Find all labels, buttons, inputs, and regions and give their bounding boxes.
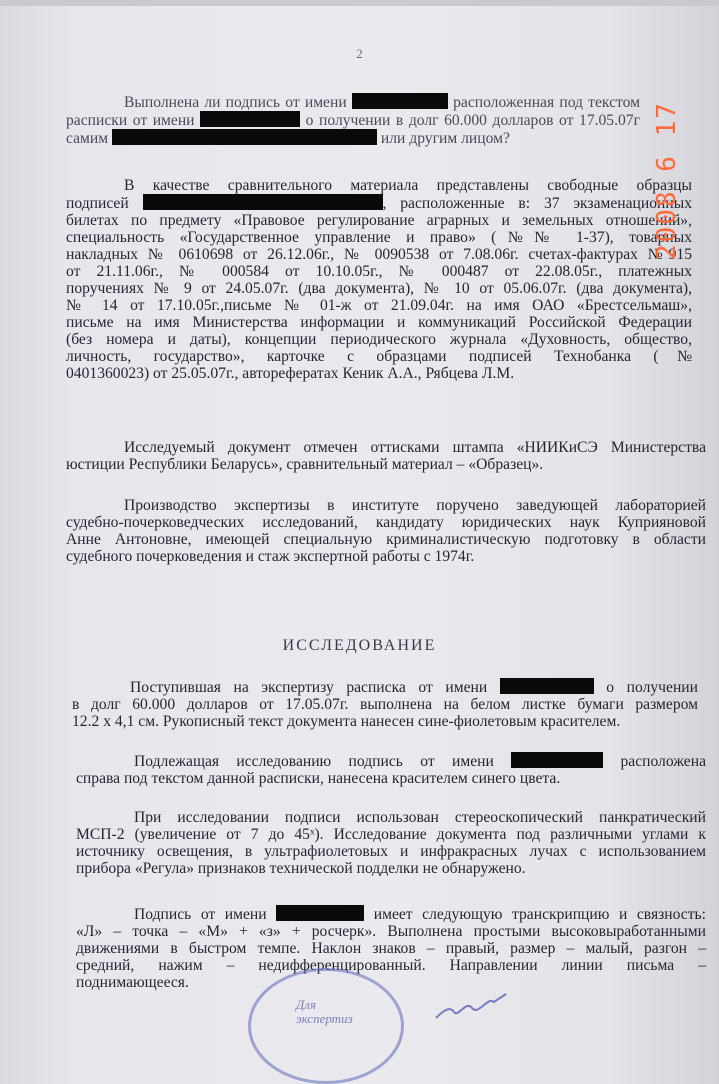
text-line: 12.2 х 4,1 см. Рукописный текст документа нанесен сине-фиолетовым красителем. — [72, 713, 621, 730]
text-segment: , расположенные в: 37 экзаменационных — [382, 195, 693, 212]
camera-date-stamp: 2008 6 17 — [652, 101, 682, 260]
text-line: Исследуемый документ отмечен оттисками штампа «НИИКиСЭ Министерства — [124, 439, 706, 456]
text-line: Производство экспертизы в институте поручено заведующей лабораторией — [124, 497, 706, 514]
text-segment: подписей — [66, 195, 143, 212]
text-segment: Подлежащая исследованию подпись от имени — [134, 753, 512, 770]
text-line — [66, 194, 692, 212]
text-line: (без номера и даты), концепции периодического журнала «Духовность, общество, — [66, 331, 692, 348]
redaction-block — [143, 194, 383, 210]
text-line — [66, 111, 640, 129]
expert-assignment-paragraph — [66, 497, 706, 565]
question-paragraph — [66, 93, 640, 147]
page-number: 2 — [356, 46, 363, 61]
text-line: в долг 60.000 долларов от 17.05.07г. выполнена на белом листке бумаги размером — [72, 696, 698, 713]
text-segment: расписки от имени — [66, 112, 201, 129]
text-line — [66, 93, 640, 111]
text-line: юстиции Республики Беларусь», сравнительный материал – «Образец». — [66, 456, 544, 473]
text-line: билетах по предмету «Правовое регулирование аграрных и земельных отношений», — [66, 212, 692, 229]
text-line: накладных № 0610698 от 26.12.06г., № 0090538 от 7.08.06г. счетах-фактурах №915 — [66, 246, 692, 263]
examination-method-paragraph — [76, 809, 706, 877]
redaction-block — [511, 752, 603, 768]
text-line: «Л» – точка – «М» + «з» + росчерк». Выполнена простыми высоковыработанными — [76, 923, 706, 940]
text-line: При исследовании подписи использован стереоскопический панкратический — [134, 809, 706, 826]
seal-text-line: экспертиз — [296, 1011, 353, 1026]
text-line: поднимающееся. — [76, 974, 189, 991]
text-segment: Подпись от имени — [134, 906, 277, 923]
text-line: Анне Антоновне, имеющей специальную криминалистическую подготовку в области — [66, 531, 706, 548]
redaction-block — [500, 678, 594, 694]
handwritten-signature — [432, 992, 512, 1022]
text-line: судебно-почерковедческих исследований, кандидату юридических наук Куприяновой — [66, 514, 706, 531]
text-line — [76, 905, 706, 923]
text-segment: самим — [66, 130, 113, 147]
text-line: судебного почерковедения и стаж экспертной работы с 1974г. — [66, 548, 475, 565]
text-line — [72, 678, 698, 696]
seal-stamp-text — [296, 998, 353, 1026]
text-line: В качестве сравнительного материала представлены свободные образцы — [124, 177, 692, 194]
text-line: письме на имя Министерства информации и коммуникаций Российской Федерации — [66, 314, 692, 331]
redaction-block — [276, 905, 364, 921]
text-line: специальность «Государственное управление и право» (№№ 1-37), товарных — [66, 229, 692, 246]
comparison-material-paragraph — [66, 177, 692, 382]
text-segment: или другим лицом? — [377, 130, 510, 147]
text-line: движениями в быстром темпе. Наклон знаков – правый, размер – малый, разгон – — [76, 940, 706, 957]
text-line — [66, 129, 640, 147]
text-line: источнику освещения, в ультрафиолетовых и инфракрасных лучах с использованием — [76, 843, 706, 860]
text-line: прибора «Регула» признаков технической подделки не обнаружено. — [76, 860, 526, 877]
signature-analysis-paragraph — [76, 905, 706, 991]
signature-location-paragraph — [76, 752, 706, 787]
text-line: личность, государство», карточке с образцами подписей Технобанка (№ — [66, 348, 692, 365]
redaction-block — [200, 111, 300, 127]
stamp-note-paragraph — [66, 439, 706, 473]
text-segment: о получении в долг 60.000 долларов от 17.05.07г — [300, 112, 640, 129]
seal-text-line: Для — [296, 997, 316, 1012]
page-top-edge — [0, 0, 719, 6]
text-segment: Поступившая на экспертизу расписка от имени — [130, 679, 500, 696]
redaction-block — [352, 93, 448, 109]
text-line — [76, 752, 706, 770]
text-segment: расположена — [603, 753, 706, 770]
text-segment: о получении — [593, 679, 698, 696]
text-line: поручениях № 9 от 24.05.07г. (два документа), № 10 от 05.06.07г. (два документа), — [66, 280, 692, 297]
text-segment: имеет следующую транскрипцию и связность: — [364, 906, 706, 923]
text-segment: Выполнена ли подпись от имени — [124, 94, 352, 111]
text-segment: расположенная под текстом — [447, 94, 641, 111]
redaction-block — [112, 129, 377, 145]
text-line: 0401360023) от 25.05.07г., авторефератах Кеник А.А., Рябцева Л.М. — [66, 365, 515, 382]
section-heading: ИССЛЕДОВАНИЕ — [282, 637, 437, 654]
text-line: средний, нажим – недифференцированный. Направлении линии письма – — [76, 957, 706, 974]
text-line: справа под текстом данной расписки, нанесена красителем синего цвета. — [76, 770, 561, 787]
seal-stamp — [248, 968, 404, 1084]
text-line: МСП-2 (увеличение от 7 до 45ˣ). Исследование документа под различными углами к — [76, 826, 706, 843]
text-line: от 21.11.06г., № 000584 от 10.10.05г., № 000487 от 22.08.05г., платежных — [66, 263, 692, 280]
document-description-paragraph — [72, 678, 698, 730]
text-line: № 14 от 17.10.05г.,письме № 01-ж от 21.09.04г. на имя ОАО «Брестсельмаш», — [66, 297, 692, 314]
